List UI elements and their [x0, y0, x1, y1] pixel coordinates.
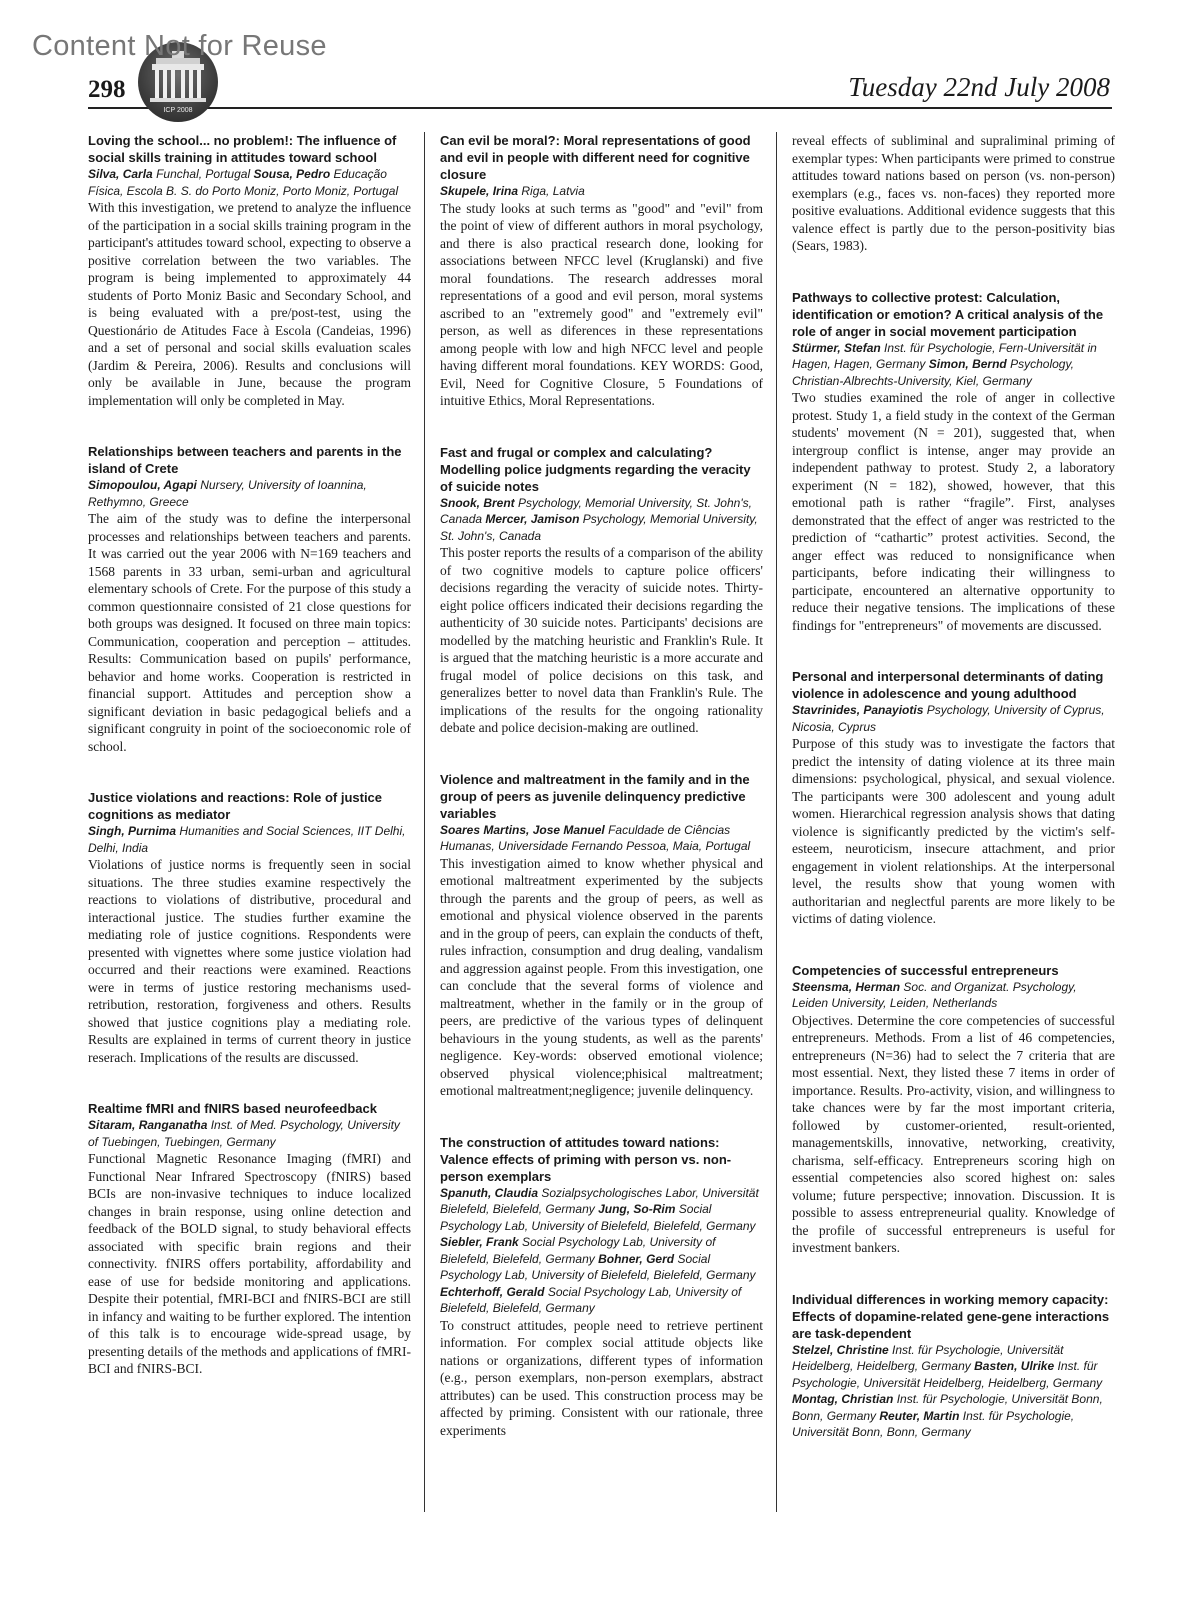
author-name: Stelzel, Christine	[792, 1342, 889, 1357]
author-name: Steensma, Herman	[792, 979, 901, 994]
author-name: Snook, Brent	[440, 495, 515, 510]
abstract-authors	[440, 1185, 763, 1317]
author-affiliation: Social Psychology Lab, University of Bielefeld, Bielefeld, Germany	[440, 1251, 756, 1282]
abstract-body: Functional Magnetic Resonance Imaging (fMRI) and Functional Near Infrared Spectroscopy (fNIRS) based BCIs are non-invasive techniques to induce localized changes in brain response, using online detection and feedback of the BOLD signal, to study behavioral effects associated with specific brain regions and their connectivity. fNIRS offers portability, affordability and ease of use for bedside monitoring and applications. Despite their potential, fMRI-BCI and fNIRS-BCI are still in infancy and waiting to be further explored. The intention of this talk is to encourage wide-spread usage, by presenting details of the methods and applications of fMRI-BCI and fNIRS-BCI.	[88, 1151, 411, 1376]
author-affiliation: Inst. für Psychologie, Universität Heidelberg, Heidelberg, Germany	[792, 1342, 1064, 1373]
abstract-title: Violence and maltreatment in the family and in the group of peers as juvenile delinquency predictive variables	[440, 771, 750, 821]
watermark: Content Not for Reuse	[32, 30, 327, 62]
abstract-title: Fast and frugal or complex and calculating? Modelling police judgments regarding the veracity of suicide notes	[440, 444, 751, 494]
abstract-title: The construction of attitudes toward nations: Valence effects of priming with person vs. non-person exemplars	[440, 1134, 732, 1184]
author-affiliation: Inst. für Psychologie, Universität Heidelberg, Heidelberg, Germany	[792, 1359, 1103, 1390]
author-affiliation: Inst. für Psychologie, Universität Bonn, Bonn, Germany	[792, 1408, 1075, 1439]
author-name: Simon, Bernd	[928, 357, 1007, 371]
abstract-columns	[88, 132, 1115, 1512]
author-affiliation: Soc. and Organizat. Psychology, Leiden University, Leiden, Netherlands	[792, 979, 1077, 1010]
abstract	[792, 132, 1115, 255]
author-affiliation: Psychology, Memorial University, St. John's, Canada	[440, 512, 758, 543]
abstract-authors	[440, 495, 763, 545]
abstract	[440, 771, 763, 1100]
author-affiliation: Sozialpsychologisches Labor, Universität Bielefeld, Bielefeld, Germany	[440, 1185, 759, 1216]
author-name: Basten, Ulrike	[974, 1359, 1055, 1373]
author-name: Soares Martins, Jose Manuel	[440, 822, 605, 837]
abstract-body: The study looks at such terms as "good" and "evil" from the point of view of different authors in moral psychology, and there is also practical research done, looking for associations between NFCC level (Kruglanski) and five moral foundations. The research addresses moral representations of a good and evil person, moral systems ascribed to an "extremely good" and "extremely evil" person, as well as diferences in these representations among people with low and high NFCC level and people having different moral foundations. KEY WORDS: Good, Evil, Need for Cognitive Closure, 5 Foundations of intuitive Ethics, Moral Representations.	[440, 200, 763, 408]
author-name: Mercer, Jamison	[485, 512, 580, 526]
abstract-title: Loving the school... no problem!: The influence of social skills training in attitudes toward school	[88, 133, 397, 165]
author-name: Sousa, Pedro	[253, 167, 331, 181]
author-affiliation: Inst. für Psychologie, Fern-Universität in Hagen, Hagen, Germany	[792, 340, 1097, 371]
column-middle	[440, 132, 763, 1473]
column-divider	[424, 132, 425, 1512]
abstract-body: The aim of the study was to define the interpersonal processes and relationships between teachers and parents. It was carried out the year 2006 with N=169 teachers and 1568 parents in 33 urban, semi-urban and agricultural elementary schools of Crete. For the purpose of this study a common questionnaire consisted of 21 close questions for both groups was designed. It focused on three main topics: Communication, cooperation and perception – attitudes. Results: Communication based on pupils' performance, behavior and home works. Cooperation is restricted in financial support. Attitudes and perception show a significant deviation in basic pedagogical beliefs and a significant congruity in point of the socioeconomic role of school.	[88, 511, 411, 754]
abstract-title: Relationships between teachers and parents in the island of Crete	[88, 444, 402, 476]
author-name: Sitaram, Ranganatha	[88, 1118, 208, 1132]
author-affiliation: Inst. für Psychologie, Universität Bonn, Bonn, Germany	[792, 1392, 1103, 1423]
abstract	[440, 444, 763, 737]
abstract-authors	[88, 166, 411, 199]
author-name: Skupele, Irina	[440, 184, 519, 198]
abstract	[792, 668, 1115, 928]
abstract-authors	[792, 702, 1115, 735]
column-left	[88, 132, 411, 1412]
abstract	[440, 132, 763, 410]
author-affiliation: Funchal, Portugal	[156, 167, 251, 181]
abstract-authors	[440, 183, 763, 200]
abstract-authors	[88, 477, 411, 510]
author-name: Silva, Carla	[88, 167, 153, 181]
abstract-body: Objectives. Determine the core competencies of successful entrepreneurs. Methods. From a list of 46 competencies, entrepreneurs (N=36) had to select the 7 criteria that are most essential. Next, they listed these 7 items in order of importance. Results. Pro-activity, vision, and willingness to take chances were by far the most important criteria, followed by customer-oriented, result-oriented, managementskills, innovative, networking, creativity, charisma, self-efficacy. Entrepreneurs scoring high on essential competencies also scored highest on: sales volume; future perspective; innovation. Discussion. It is possible to assess entrepreneurial quality. Knowledge of the profile of successful entrepreneurs is useful for investment bankers.	[792, 1012, 1115, 1255]
abstract-body: Two studies examined the role of anger in collective protest. Study 1, a field study in the context of the German students' movement (N = 201), suggested that, when intergroup conflict is intense, anger may provide an independent pathway to protest. Study 2, a laboratory experiment (N = 182), showed, however, that this emotional path is rather “fragile”. First, analyses demonstrated that the effect of anger was restricted to the prediction of “cathartic” protest activities. Second, the anger effect was reduced to nonsignificance when participants, before indicating their willingness to participate, encountered an alternative opportunity to reduce their negative tensions. The implications of these findings for "entrepreneurs" of movements are discussed.	[792, 390, 1115, 633]
author-affiliation: Psychology, Memorial University, St. John's, Canada	[440, 495, 752, 526]
abstract	[792, 962, 1115, 1257]
abstract-authors	[88, 823, 411, 856]
author-affiliation: Riga, Latvia	[521, 184, 585, 198]
abstract-title: Personal and interpersonal determinants of dating violence in adolescence and young adulthood	[792, 669, 1104, 701]
abstract	[440, 1134, 763, 1440]
author-affiliation: Social Psychology Lab, University of Bielefeld, Bielefeld, Germany	[440, 1202, 756, 1233]
abstract-body: Violations of justice norms is frequently seen in social situations. The three studies examine respectively the reactions to violations of distributive, procedural and interactional justice. The studies further examine the mediating role of justice cognitions. Respondents were presented with vignettes where some justice violation had occurred and their reactions were examined. Reactions were in terms of justice restoring mechanisms used- retribution, restoration, forgiveness and others. Results showed that justice cognitions play a mediating role. Results are explained in terms of current theory in justice reserach. Implications of the results are discussed.	[88, 857, 411, 1065]
author-name: Spanuth, Claudia	[440, 1185, 539, 1200]
author-affiliation: Psychology, Christian-Albrechts-University, Kiel, Germany	[792, 357, 1074, 388]
author-affiliation: Social Psychology Lab, University of Bielefeld, Bielefeld, Germany	[440, 1284, 742, 1315]
abstract-authors	[792, 1342, 1115, 1441]
page-date: Tuesday 22nd July 2008	[848, 72, 1110, 102]
author-name: Bohner, Gerd	[598, 1251, 675, 1266]
abstract-authors	[440, 822, 763, 855]
author-name: Singh, Purnima	[88, 824, 177, 838]
abstract-title: Can evil be moral?: Moral representations of good and evil in people with different need for cognitive closure	[440, 133, 751, 182]
author-affiliation: Educação Física, Escola B. S. do Porto Moniz, Porto Moniz, Portugal	[88, 167, 399, 198]
abstract-title: Pathways to collective protest: Calculation, identification or emotion? A critical analysis of the role of anger in social movement participation	[792, 289, 1104, 339]
abstract-title: Competencies of successful entrepreneurs	[792, 962, 1059, 978]
author-affiliation: Nursery, University of Ioannina, Rethymno, Greece	[88, 478, 367, 509]
author-name: Jung, So-Rim	[598, 1202, 676, 1216]
author-name: Echterhoff, Gerald	[440, 1284, 545, 1299]
abstract	[88, 443, 411, 755]
abstract	[88, 132, 411, 409]
author-affiliation: Humanities and Social Sciences, IIT Delhi, Delhi, India	[88, 824, 406, 855]
author-affiliation: Inst. of Med. Psychology, University of Tuebingen, Tuebingen, Germany	[88, 1118, 400, 1149]
author-affiliation: Faculdade de Ciências Humanas, Universidade Fernando Pessoa, Maia, Portugal	[440, 822, 751, 853]
abstract-authors	[792, 340, 1115, 390]
abstract-authors	[88, 1117, 411, 1150]
author-name: Reuter, Martin	[879, 1408, 960, 1423]
page-number: 298	[88, 76, 126, 103]
author-name: Simopoulou, Agapi	[88, 478, 197, 492]
column-right	[792, 132, 1115, 1475]
author-name: Stavrinides, Panayiotis	[792, 703, 924, 717]
author-name: Montag, Christian	[792, 1392, 894, 1406]
abstract	[88, 1100, 411, 1378]
abstract-title: Realtime fMRI and fNIRS based neurofeedback	[88, 1101, 377, 1116]
abstract-body: This poster reports the results of a comparison of the ability of two cognitive models to capture police officers' decisions regarding the veracity of suicide notes. Thirty-eight police officers indicated their decisions regarding the authenticity of 30 suicide notes. Participants' decisions are modelled by the matching heuristic and Franklin's Rule. It is argued that the matching heuristic is a more accurate and frugal model of police decisions on this task, and generalizes better to novel data than Franklin's Rule. The implications of the results for the ongoing rationality debate and police decision-making are outlined.	[440, 545, 763, 735]
abstract-authors	[792, 979, 1115, 1012]
abstract-body: To construct attitudes, people need to retrieve pertinent information. For complex social attitude objects like nations or organizations, different types of information (e.g., person exemplars, non-person exemplars, abstract attributes) can be used. This construction process may be affected by priming. Consistent with our rationale, three experiments	[440, 1317, 763, 1438]
author-affiliation: Psychology, University of Cyprus, Nicosia, Cyprus	[792, 703, 1105, 734]
author-name: Siebler, Frank	[440, 1235, 519, 1249]
abstract-body: With this investigation, we pretend to analyze the influence of the participation in a social skills training program in the participant's attitudes toward school, expecting to observe a positive correlation between the two variables. The program is being implemented to approximately 44 students of Porto Moniz Basic and Secondary School, and is being evaluated with a pre/post-test, using the Questionário de Atitudes Face à Escola (Candeias, 1996) and a set of personal and social skills evaluation scales (Jardim & Pereira, 2006). Results and conclusions will only be available in June, because the program implementation will only be completed in May.	[88, 200, 411, 408]
column-divider	[776, 132, 777, 1512]
author-name: Stürmer, Stefan	[792, 340, 881, 355]
abstract	[792, 1291, 1115, 1441]
abstract-body: Purpose of this study was to investigate the factors that predict the intensity of dating violence at its three main dimensions: psychological, physical, and sexual violence. The participants were 300 adolescent and young adult women. Hierarchical regression analysis shows that dating violence is significantly predicted by the victim's self-esteem, neuroticism, insecure attachment, and prior engagement in violent relationships. At the interpersonal level, the results show that young women with authoritarian and neglectful parents are more likely to be victims of dating violence.	[792, 736, 1115, 926]
abstract	[792, 289, 1115, 635]
header-rule	[88, 107, 1112, 109]
abstract-title: Individual differences in working memory capacity: Effects of dopamine-related gene-gene interactions are task-dependent	[792, 1291, 1110, 1341]
abstract	[88, 789, 411, 1066]
logo-text: ICP 2008	[163, 107, 193, 114]
author-affiliation: Social Psychology Lab, University of Bielefeld, Bielefeld, Germany	[440, 1235, 716, 1266]
abstract-body: This investigation aimed to know whether physical and emotional maltreatment experimented by the subjects through the parents and the group of peers, as well as emotional and physical violence observed in the parents and in the group of peers, can explain the conducts of theft, rules infraction, consumption and drug dealing, vandalism and aggression against people. From this investigation, one can conclude that the several forms of violence and maltreatment, whether in the family or in the group of peers, are predictive of the various types of delinquent behaviours in the young students, as well as the parents' negligence. Key-words: observed emotional violence; observed physical violence;phisical maltreatment; emotional maltreatment;negligence; juvenile delinquency.	[440, 855, 763, 1098]
abstract-body: reveal effects of subliminal and supraliminal priming of exemplar types: When participants were primed to construe attitudes toward nations based on person (vs. non-person) exemplars (e.g., faces vs. non-faces) they reported more positive evaluations. Additional evidence suggests that this valence effect is partly due to the person-positivity bias (Sears, 1983).	[792, 133, 1115, 253]
abstract-title: Justice violations and reactions: Role of justice cognitions as mediator	[88, 790, 383, 822]
